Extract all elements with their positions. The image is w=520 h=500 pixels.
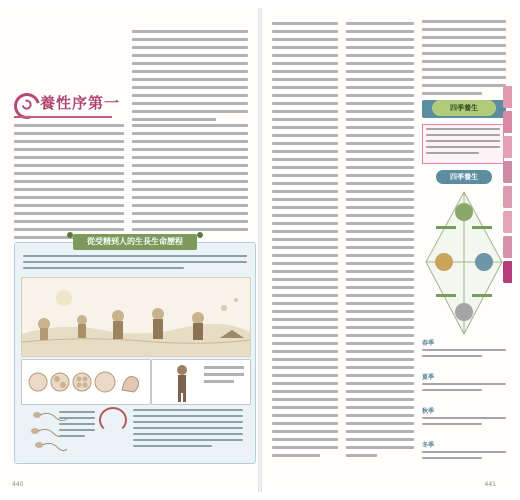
growth-caption bbox=[133, 409, 243, 449]
body-column-right bbox=[132, 124, 248, 244]
human-figure-panel bbox=[151, 359, 251, 405]
banner-pin-icon bbox=[197, 232, 203, 238]
season-note-spring bbox=[422, 338, 506, 368]
body-column-2 bbox=[346, 22, 414, 462]
season-label: 秋季 bbox=[422, 408, 435, 415]
seasons-chart bbox=[422, 20, 506, 480]
cell-division-panel bbox=[21, 359, 151, 405]
chart-top-text bbox=[422, 20, 506, 95]
growth-arrow-icon bbox=[99, 407, 127, 433]
chapter-title: 養性序第一 bbox=[40, 94, 121, 112]
body-column-1 bbox=[272, 22, 338, 462]
chapter-tab-2[interactable] bbox=[503, 111, 512, 133]
figure-title: 從受精到人的生長生命歷程 bbox=[73, 234, 197, 250]
chapter-tab-1[interactable] bbox=[503, 86, 512, 108]
chapter-tab-6[interactable] bbox=[503, 211, 512, 233]
page-number: 440 bbox=[12, 481, 24, 488]
life-stages-illustration bbox=[21, 277, 251, 357]
season-note-summer bbox=[422, 372, 506, 402]
season-label: 冬季 bbox=[422, 442, 435, 449]
right-page bbox=[262, 8, 512, 492]
chapter-tab-8[interactable] bbox=[503, 261, 512, 283]
season-note-winter bbox=[422, 440, 506, 470]
seasons-diagram-label: 四季養生 bbox=[436, 170, 492, 184]
chart-header bbox=[422, 100, 506, 118]
chapter-tab-5[interactable] bbox=[503, 186, 512, 208]
body-column-left bbox=[14, 124, 124, 244]
chapter-tab-7[interactable] bbox=[503, 236, 512, 258]
title-rule bbox=[14, 116, 112, 118]
chapter-tab-3[interactable] bbox=[503, 136, 512, 158]
chart-header-label: 四季養生 bbox=[432, 100, 496, 116]
chapter-tab-4[interactable] bbox=[503, 161, 512, 183]
page-number: 441 bbox=[484, 481, 496, 488]
sperm-caption bbox=[59, 411, 95, 451]
season-label: 春季 bbox=[422, 340, 435, 347]
chapter-tabs bbox=[503, 86, 512, 286]
chart-quote-box bbox=[422, 124, 504, 164]
season-label: 夏季 bbox=[422, 374, 435, 381]
seasons-diagram bbox=[422, 170, 506, 340]
paragraph-intro bbox=[132, 30, 248, 126]
figure-intro-text bbox=[23, 255, 247, 275]
left-page bbox=[0, 8, 258, 492]
season-note-autumn bbox=[422, 406, 506, 436]
life-process-figure bbox=[14, 237, 256, 464]
